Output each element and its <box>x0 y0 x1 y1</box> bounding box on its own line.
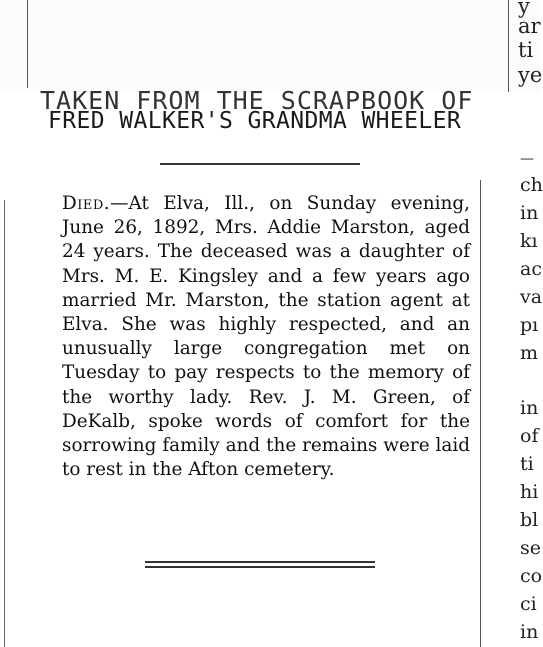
column-fragment: in <box>520 621 539 643</box>
column-fragment: of <box>520 425 539 447</box>
column-fragment: ti <box>518 38 534 62</box>
column-fragment: va <box>520 286 543 308</box>
column-fragment: kı <box>520 230 538 252</box>
column-fragment: ti <box>520 453 534 475</box>
column-fragment: ac <box>520 258 542 280</box>
column-fragment: co <box>520 565 543 587</box>
clipped-typed-text: TAKEN FROM THE SCRAPBOOK OF <box>40 86 474 115</box>
column-fragment: ch <box>520 174 543 196</box>
column-rule <box>27 0 28 88</box>
column-fragment: bl <box>520 509 539 531</box>
column-fragment: se <box>520 537 541 559</box>
header-rule <box>160 163 360 165</box>
column-fragment: ye <box>518 63 543 87</box>
column-fragment: in <box>520 202 539 224</box>
column-fragment: ar <box>518 14 541 38</box>
column-rule <box>4 200 5 647</box>
obituary-article <box>62 192 470 482</box>
column-fragment: m <box>520 342 539 364</box>
clipped-typed-note <box>40 72 510 115</box>
article-lead: Died. <box>62 193 111 214</box>
column-rule <box>480 180 481 647</box>
column-fragment: hi <box>520 481 539 503</box>
column-fragment: — <box>520 151 534 167</box>
end-rule <box>145 561 375 563</box>
column-fragment: pı <box>520 314 539 336</box>
column-fragment: y <box>518 0 530 18</box>
article-body: —At Elva, Ill., on Sunday evening, June 26, 1892, Mrs. Addie Marston, aged 24 years. The deceased was a daughter of Mrs. M. E. Kingsley and a few years ago married Mr. Marston, the station agent at Elva. She was highly respected, and an unusually large congregation met on Tuesday to pay respects to the memory of the worthy lady. Rev. J. M. Green, of DeKalb, spoke words of comfort for the sorrowing family and the remains were laid to rest in the Afton cemetery. <box>62 193 470 481</box>
typed-header: FRED WALKER'S GRANDMA WHEELER <box>48 108 462 134</box>
column-fragment: ci <box>520 593 537 615</box>
column-fragment: in <box>520 397 539 419</box>
end-rule <box>145 566 375 568</box>
